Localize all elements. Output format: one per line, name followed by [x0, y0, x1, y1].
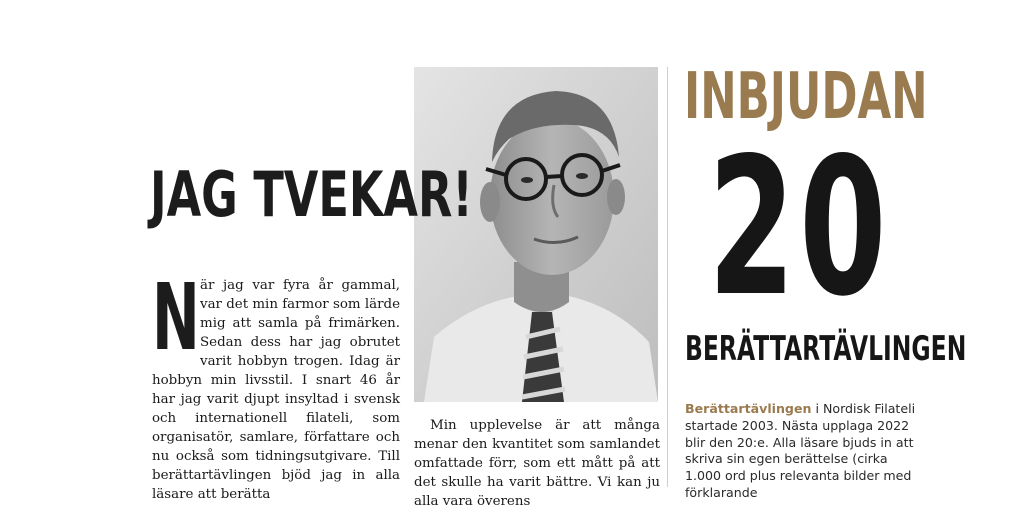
article-text-left: är jag var fyra år gammal, var det min farmor som lärde mig att samla på frimärken. Sedan dess har jag obrutet varit hobbyn trogen. Idag är hobbyn min livsstil. I snart 46 år har jag varit djupt insyltad i svensk och internationell filateli, som organisatör, samlare, författare och nu också som tidningsutgivare. Till berättartävlingen bjöd jag in alla läsare att berätta: [152, 278, 401, 502]
article-column-middle: [414, 416, 660, 511]
article-text-middle: Min upplevelse är att många menar den kvantitet som samlandet omfattade förr, som ett mått på att det skulle ha varit bättre. Vi kan ju alla vara överens: [414, 418, 660, 509]
sidebar-intro: [685, 401, 921, 502]
sidebar-number: 20: [708, 117, 891, 338]
article-column-left: [152, 264, 401, 504]
sidebar-intro-lead: Berättartävlingen: [685, 401, 812, 416]
portrait-illustration: [414, 67, 658, 402]
sidebar-intro-text: i Nordisk Filateli startade 2003. Nästa upplaga 2022 blir den 20:e. Alla läsare bjuds in att skriva sin egen berättelse (cirka 1.000 ord plus relevanta bilder med förklarande: [685, 401, 916, 500]
sidebar-title: INBJUDAN: [684, 60, 928, 134]
portrait-photo: [414, 67, 658, 402]
drop-cap: N: [152, 264, 200, 371]
headline: JAG TVEKAR!: [150, 158, 473, 231]
sidebar-subtitle: BERÄTTARTÄVLINGEN: [685, 329, 967, 369]
column-divider: [667, 67, 668, 487]
